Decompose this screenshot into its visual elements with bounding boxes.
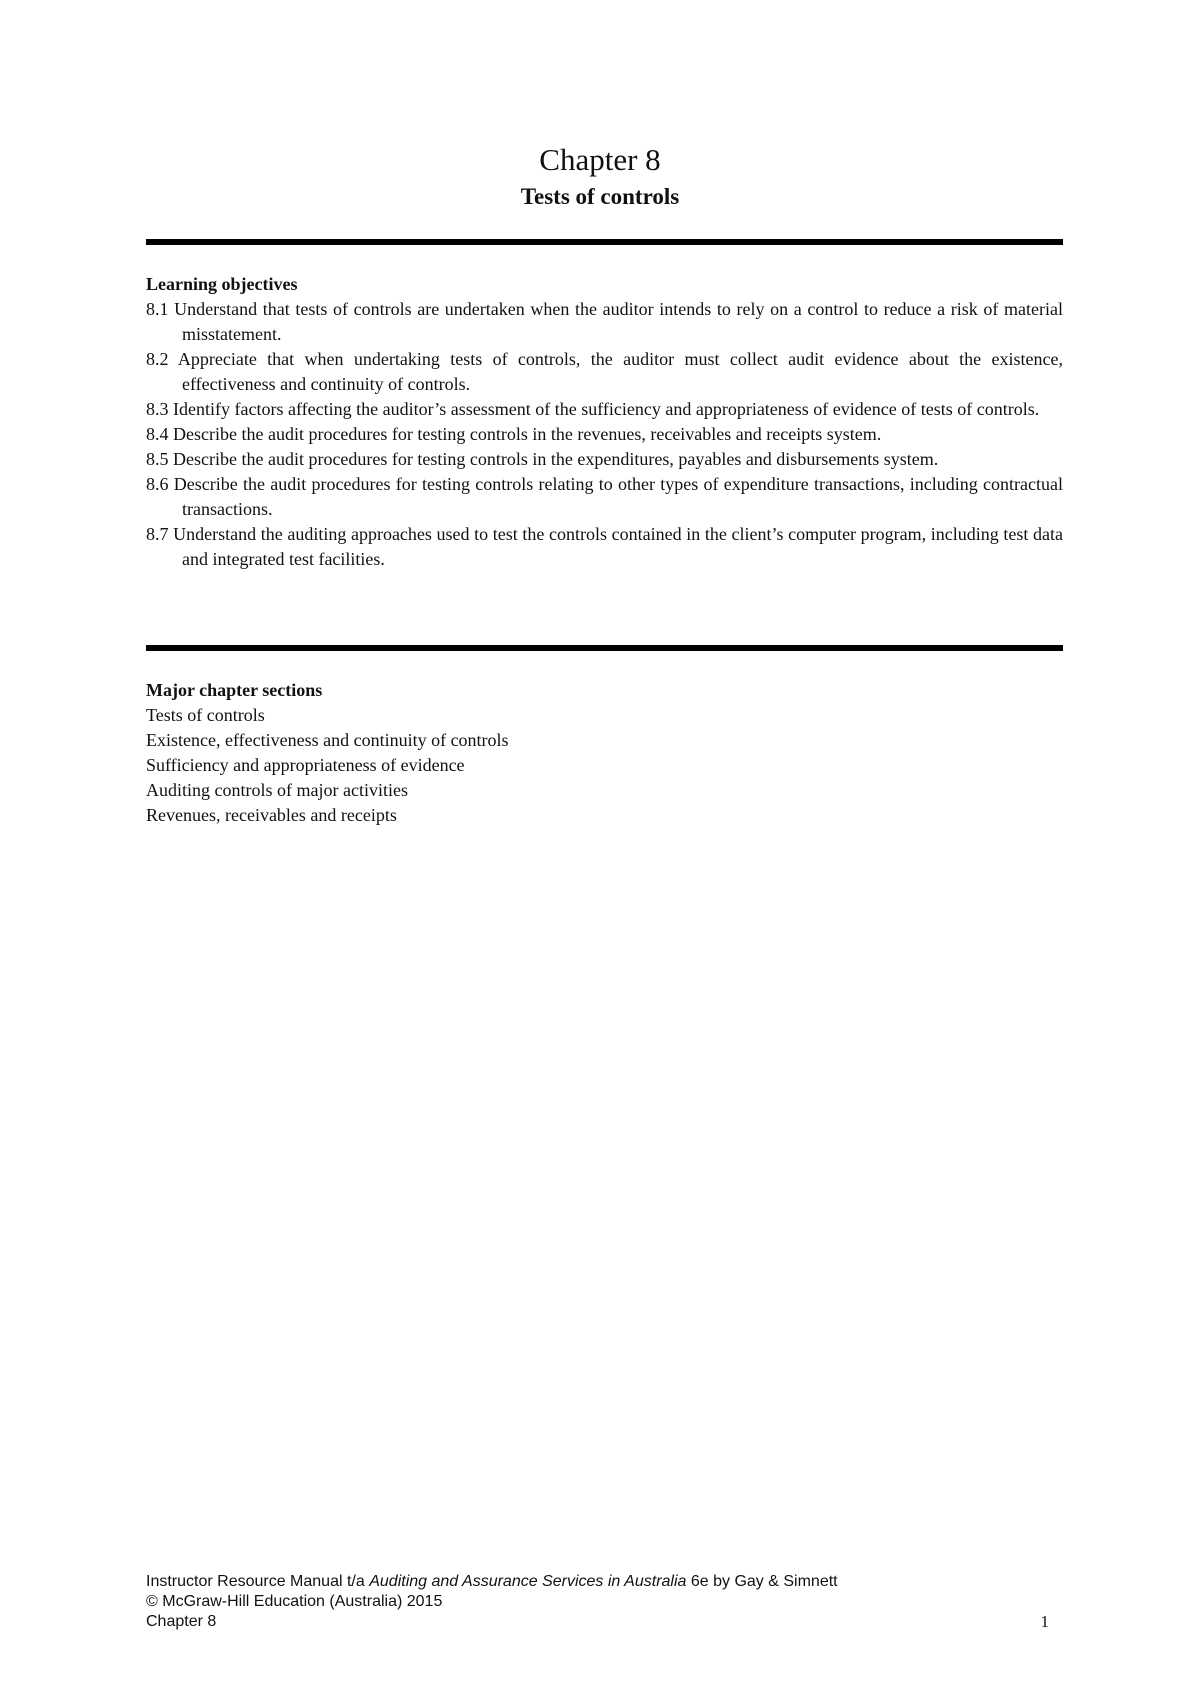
- learning-objectives: [146, 272, 1063, 572]
- objective-item: 8.5 Describe the audit procedures for testing controls in the expenditures, payables and disbursements system.: [146, 449, 939, 469]
- page-number: 1: [1040, 1612, 1049, 1631]
- footer-credit-line: [146, 1572, 1063, 1592]
- footer-chapter-line: [146, 1612, 1063, 1632]
- objective-item: 8.7 Understand the auditing approaches used to test the controls contained in the client’s computer program, including test data and integrated test facilities.: [146, 524, 1063, 569]
- section-item: Auditing controls of major activities: [146, 780, 408, 800]
- objective-item: 8.1 Understand that tests of controls are undertaken when the auditor intends to rely on a control to reduce a risk of material misstatement.: [146, 299, 1063, 344]
- divider-top: [146, 239, 1063, 245]
- objective-item: 8.3 Identify factors affecting the auditor’s assessment of the sufficiency and appropriateness of evidence of tests of controls.: [146, 399, 1040, 419]
- objective-item: 8.2 Appreciate that when undertaking tests of controls, the auditor must collect audit evidence about the existence, effectiveness and continuity of controls.: [146, 349, 1063, 394]
- major-chapter-sections: [146, 678, 1063, 828]
- footer-book-title: Auditing and Assurance Services in Australia: [369, 1573, 687, 1590]
- learning-objectives-heading: Learning objectives: [146, 274, 298, 294]
- section-item: Revenues, receivables and receipts: [146, 805, 397, 825]
- footer-copyright: © McGraw-Hill Education (Australia) 2015: [146, 1593, 443, 1610]
- footer-credit-suffix: 6e by Gay & Simnett: [686, 1573, 838, 1590]
- section-item: Tests of controls: [146, 705, 265, 725]
- page-title: Chapter 8: [539, 142, 661, 177]
- objective-item: 8.4 Describe the audit procedures for testing controls in the revenues, receivables and receipts system.: [146, 424, 882, 444]
- objective-item: 8.6 Describe the audit procedures for testing controls relating to other types of expenditure transactions, including contractual transactions.: [146, 474, 1063, 519]
- section-item: Sufficiency and appropriateness of evidence: [146, 755, 465, 775]
- footer-credit-prefix: Instructor Resource Manual t/a: [146, 1573, 370, 1590]
- major-sections-heading: Major chapter sections: [146, 680, 323, 700]
- footer-chapter: Chapter 8: [146, 1613, 217, 1630]
- page-subtitle: Tests of controls: [520, 184, 680, 209]
- page-footer: [146, 1572, 1063, 1632]
- divider-middle: [146, 645, 1063, 651]
- section-item: Existence, effectiveness and continuity of controls: [146, 730, 509, 750]
